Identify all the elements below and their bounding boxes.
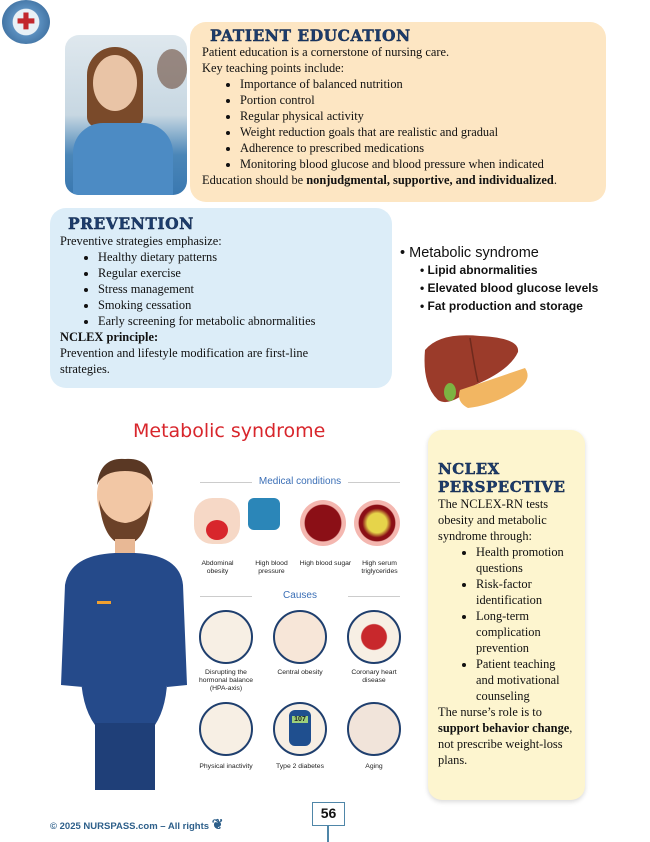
nclex-points	[438, 544, 575, 704]
copyright-text: © 2025 NURSPASS.com – All rights	[50, 821, 210, 832]
conditions-heading: Medical conditions	[200, 476, 400, 487]
condition-label: Abdominal obesity	[201, 560, 234, 575]
list-item: • Health promotion questions	[476, 544, 575, 576]
nurspass-logo: ✚	[2, 0, 50, 44]
pe-closing: Education should be nonjudgmental, supportive, and individualized.	[202, 173, 557, 187]
cause-label: Central obesity	[277, 669, 323, 676]
list-item: • Fat production and storage	[420, 297, 598, 315]
metabolic-syndrome-list: • Metabolic syndrome • Lipid abnormalities • Elevated blood glucose levels • Fat production and storage	[400, 245, 598, 315]
prevention-points	[60, 249, 382, 329]
list-item: • Stress management	[98, 281, 382, 297]
nclex-perspective-box	[428, 430, 585, 800]
list-item: • Healthy dietary patterns	[98, 249, 382, 265]
list-item: • Risk-factor identification	[476, 576, 575, 608]
pe-lead: Key teaching points include:	[202, 61, 345, 75]
high-triglycerides-icon	[354, 500, 400, 546]
list-item: • Early screening for metabolic abnormalities	[98, 313, 382, 329]
heart-icon	[347, 610, 401, 664]
nclex-intro: The NCLEX-RN tests obesity and metabolic syndrome through:	[438, 497, 549, 543]
page-number-divider	[327, 826, 329, 842]
glucometer-reading: 107	[294, 716, 306, 723]
pe-intro: Patient education is a cornerstone of nursing care.	[202, 45, 450, 59]
prevention-intro: Preventive strategies emphasize:	[60, 234, 222, 248]
condition-label: High blood sugar	[299, 560, 352, 567]
metabolic-list-title: Metabolic syndrome	[409, 245, 539, 261]
prevention-box	[50, 208, 392, 388]
page-number: 56	[312, 802, 345, 826]
causes-heading: Causes	[200, 590, 400, 601]
cause-label: Disrupting the hormonal balance (HPA-axis)	[198, 669, 254, 692]
cause-label: Aging	[365, 763, 383, 770]
liver-pancreas-illustration	[420, 330, 530, 412]
nclex-title: NCLEX PERSPECTIVE	[438, 460, 566, 496]
infographic-title: Metabolic syndrome	[133, 420, 326, 442]
blood-pressure-icon	[248, 498, 280, 530]
patient-education-box	[190, 22, 606, 202]
cause-label: Physical inactivity	[199, 763, 253, 770]
pe-points	[202, 76, 594, 172]
condition-label: High blood pressure	[255, 560, 288, 575]
list-item: • Importance of balanced nutrition	[240, 76, 594, 92]
glucometer-icon	[273, 702, 327, 756]
list-item: • Regular physical activity	[240, 108, 594, 124]
list-item: • Patient teaching and motivational counseling	[476, 656, 575, 704]
nurse-photo	[65, 35, 187, 195]
list-item: • Regular exercise	[98, 265, 382, 281]
list-item: • Monitoring blood glucose and blood pressure when indicated	[240, 156, 594, 172]
nclex-closing: The nurse’s role is to support behavior change, not prescribe weight-loss plans.	[438, 705, 573, 767]
nclex-principle-text: Prevention and lifestyle modification are first-line strategies.	[60, 346, 309, 376]
cause-label: Type 2 diabetes	[276, 763, 324, 770]
metabolic-syndrome-infographic	[190, 470, 410, 780]
list-item: • Lipid abnormalities	[420, 261, 598, 279]
physical-inactivity-icon	[199, 702, 253, 756]
overweight-man-illustration	[55, 455, 190, 790]
list-item: • Long-term complication prevention	[476, 608, 575, 656]
high-blood-sugar-icon	[300, 500, 346, 546]
nclex-principle-label: NCLEX principle:	[60, 330, 159, 344]
aging-icon	[347, 702, 401, 756]
list-item: • Elevated blood glucose levels	[420, 279, 598, 297]
brain-icon	[199, 610, 253, 664]
list-item: • Smoking cessation	[98, 297, 382, 313]
prevention-title: PREVENTION	[68, 214, 194, 233]
cause-label: Coronary heart disease	[351, 669, 397, 684]
copyright-footer	[50, 816, 223, 833]
list-item: • Portion control	[240, 92, 594, 108]
list-item: • Adherence to prescribed medications	[240, 140, 594, 156]
central-obesity-icon	[273, 610, 327, 664]
abdominal-obesity-icon	[194, 498, 240, 544]
list-item: • Weight reduction goals that are realistic and gradual	[240, 124, 594, 140]
condition-label: High serum triglycerides	[361, 560, 398, 575]
patient-education-title: PATIENT EDUCATION	[210, 26, 411, 45]
brain-logo-icon: ❦	[211, 816, 224, 832]
